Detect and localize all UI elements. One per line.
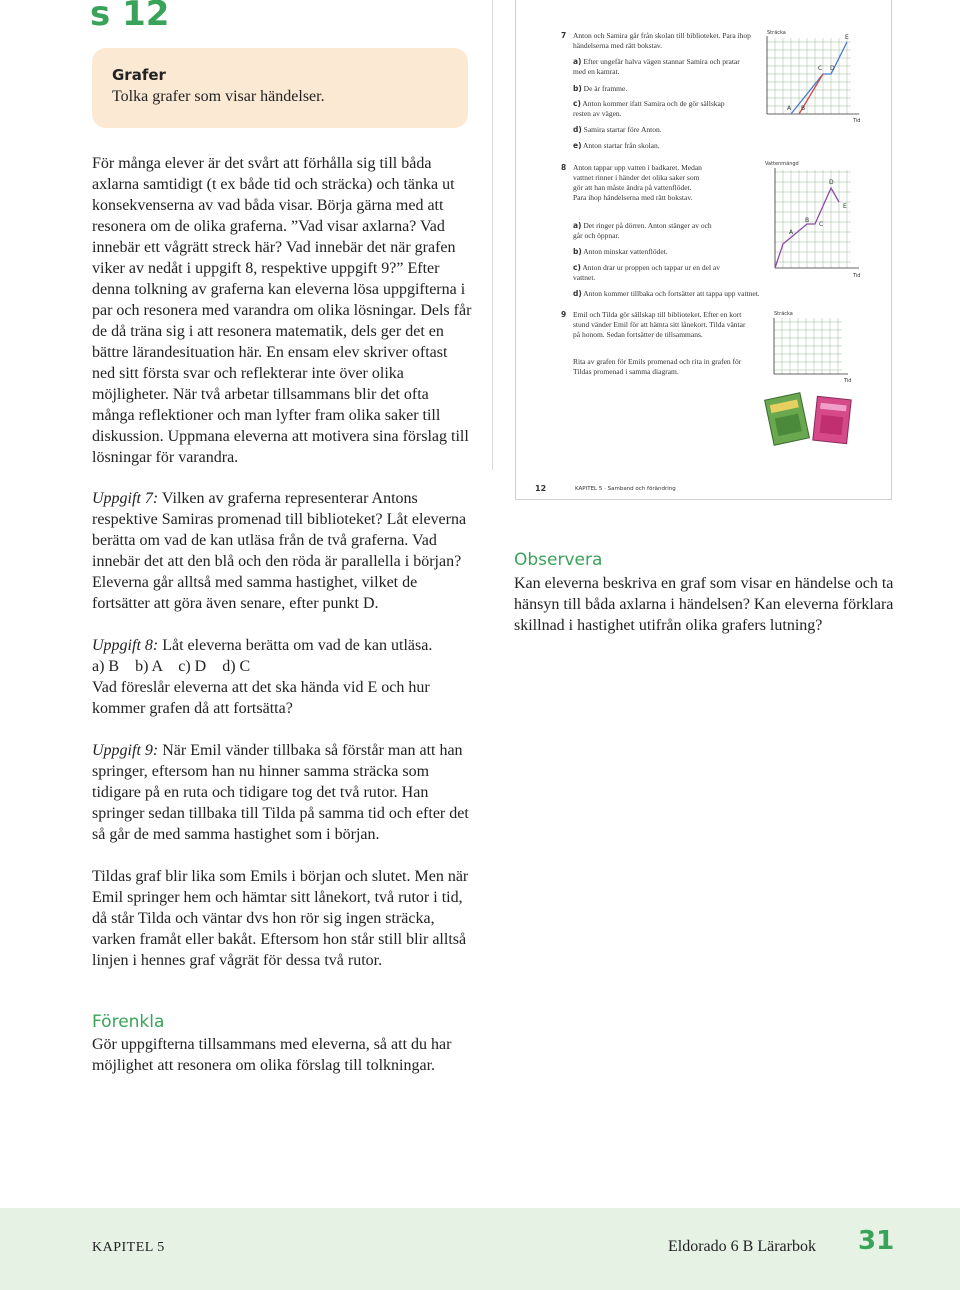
- bp-task7-ylabel: Sträcka: [767, 30, 786, 36]
- footer-page-number: 31: [858, 1226, 895, 1256]
- intro-subtitle: Tolka grafer som visar händelser.: [112, 88, 325, 105]
- observera-heading: Observera: [514, 550, 603, 570]
- task7-paragraph: [92, 488, 472, 614]
- bp-task9-intro: Emil och Tilda gör sällskap till biblioteket. Efter en kort stund vänder Emil för att hämta sitt lånekort. Tilda väntar på honom. Sedan fortsätter de tillsammans.: [573, 310, 746, 339]
- bp-task9-xlabel: Tid: [844, 378, 852, 384]
- bp-task7-point-e: E: [845, 34, 849, 41]
- bp-task8-graph: [761, 158, 866, 283]
- task8-text: Låt eleverna berätta om vad de kan utläsa.: [158, 637, 433, 654]
- bp-task7-xlabel: Tid: [853, 118, 861, 124]
- bp-footer: [515, 480, 892, 500]
- footer-chapter: KAPITEL 5: [92, 1240, 165, 1255]
- page-separator: [492, 0, 493, 470]
- bp-task8-number: 8: [561, 163, 567, 172]
- bp-task7-point-b: B: [801, 105, 806, 112]
- bp-task7-intro: Anton och Samira går från skolan till biblioteket. Para ihop händelserna med rätt bokstav.: [573, 31, 751, 50]
- task8-answers: a) B b) A c) D d) C: [92, 658, 251, 675]
- bp-task7-item-d: d) Samira startar före Anton.: [573, 125, 662, 134]
- books-illustration: [761, 390, 871, 450]
- main-paragraph: För många elever är det svårt att förhålla sig till båda axlarna samtidigt (t ex både tid och sträcka) och tänka ut konsekvenserna av vad båda visar. Börja gärna med att resonera om de olika graferna. ”Vad visar axlarna? Vad innebär ett vågrätt streck här? Vad innebär det när grafen viker av nedåt i uppgift 8, respektive uppgift 9?” Efter denna tolkning av graferna kan eleverna lösa uppgifterna i par och resonera med varandra om olika lösningar. Dels får de då träna sig i att resonera matematik, dels ger det en bättre lärandesituation här. En ensam elev skriver oftast ned sitt första svar och reflekterar inte över olika möjligheter. När två arbetar tillsammans blir det ofta många reflektioner och man lyfter fram olika saker till diskussion. Uppmana eleverna att motivera sina förslag till lösningar för varandra.: [92, 155, 472, 466]
- section-title: s 12: [90, 0, 170, 34]
- bp-task8-point-e: E: [843, 203, 847, 210]
- bp-task8-item-c: c) Anton drar ur proppen och tappar ur en del av vattnet.: [573, 263, 721, 282]
- textbook-page-thumbnail: [515, 0, 892, 500]
- bp-task7-item-e: e) Anton startar från skolan.: [573, 141, 660, 150]
- bp-task7-item-b: b) De är framme.: [573, 84, 628, 93]
- forenkla-text: Gör uppgifterna tillsammans med eleverna, så att du har möjlighet att resonera om olika förslag till tolkningar.: [92, 1036, 452, 1074]
- bp-task7-item-c: c) Anton kommer ifatt Samira och de gör sällskap resten av vägen.: [573, 99, 725, 118]
- bp-task7-graph: [761, 28, 866, 128]
- footer-book-title: Eldorado 6 B Lärarbok: [668, 1238, 816, 1255]
- task8-followup: Vad föreslår eleverna att det ska hända vid E och hur kommer grafen då att fortsätta?: [92, 679, 430, 717]
- bp-task7-point-c: C: [818, 65, 823, 72]
- bp-task8-item-d: d) Anton kommer tillbaka och fortsätter att tappa upp vattnet.: [573, 289, 760, 298]
- bp-task8-point-a: A: [789, 229, 794, 236]
- bp-task8-xlabel: Tid: [853, 273, 861, 279]
- bp-task8-ylabel: Vattenmängd: [765, 161, 799, 167]
- bp-task9-ylabel: Sträcka: [774, 311, 793, 317]
- task7-lead: Uppgift 7:: [92, 490, 159, 507]
- task9-paragraph: [92, 740, 472, 845]
- task8-paragraph: [92, 635, 472, 719]
- bp-page-number: 12: [535, 484, 547, 493]
- bp-task8-point-b: B: [805, 217, 810, 224]
- bp-task7-point-a: A: [787, 105, 792, 112]
- bp-task9-graph: [766, 308, 856, 388]
- bp-task8-point-c: C: [819, 221, 824, 228]
- intro-heading: Grafer: [112, 66, 166, 84]
- task7-text: Vilken av graferna representerar Antons respektive Samiras promenad till biblioteket? Låt eleverna berätta om vad de kan utläsa från de två graferna. Vad innebär det att den blå och den röda är parallella i början? Eleverna går alltså med samma hastighet, vilket de fortsätter att göra även senare, efter punkt D.: [92, 490, 467, 612]
- bp-task8-point-d: D: [829, 179, 834, 186]
- task8-lead: Uppgift 8:: [92, 637, 159, 654]
- forenkla-heading: Förenkla: [92, 1012, 165, 1032]
- bp-task8-item-b: b) Anton minskar vattenflödet.: [573, 247, 668, 256]
- bp-task9-outro: Rita av grafen för Emils promenad och rita in grafen för Tildas promenad i samma diagram.: [573, 357, 742, 376]
- tilda-paragraph: Tildas graf blir lika som Emils i början och slutet. Men när Emil springer hem och hämtar sitt lånekort, två rutor i tid, då står Tilda och väntar dvs hon rör sig ingen sträcka, varken framåt eller bakåt. Eftersom hon står still blir alltså linjen i hennes graf vågrät för dessa två rutor.: [92, 868, 469, 969]
- bp-task7-item-a: a) Efter ungefär halva vägen stannar Samira och pratar med en kamrat.: [573, 57, 740, 76]
- bp-task7-point-d: D: [830, 65, 835, 72]
- observera-text: Kan eleverna beskriva en graf som visar en händelse och ta hänsyn till båda axlarna i händelsen? Kan eleverna förklara skillnad i hastighet utifrån olika grafers lutning?: [514, 575, 894, 634]
- bp-task8-intro: Anton tappar upp vatten i badkaret. Medan vattnet rinner i händer det olika saker som gör att han måste ändra på vattenflödet. Para ihop händelserna med rätt bokstav.: [573, 163, 702, 202]
- task9-text: När Emil vänder tillbaka så förstår man att han springer, eftersom han nu hinner samma sträcka som tidigare på en ruta och tidigare tog det två rutor. Han springer sedan tillbaka till Tilda på samma tid och efter det så går de med samma hastighet som i början.: [92, 742, 469, 843]
- intro-box: [92, 48, 468, 128]
- task9-lead: Uppgift 9:: [92, 742, 159, 759]
- bp-task9-number: 9: [561, 310, 567, 319]
- bp-task8-item-a: a) Det ringer på dörren. Anton stänger av och går och öppnar.: [573, 221, 712, 240]
- bp-task7-number: 7: [561, 31, 567, 40]
- bp-chapter-label: KAPITEL 5 · Samband och förändring: [575, 486, 676, 492]
